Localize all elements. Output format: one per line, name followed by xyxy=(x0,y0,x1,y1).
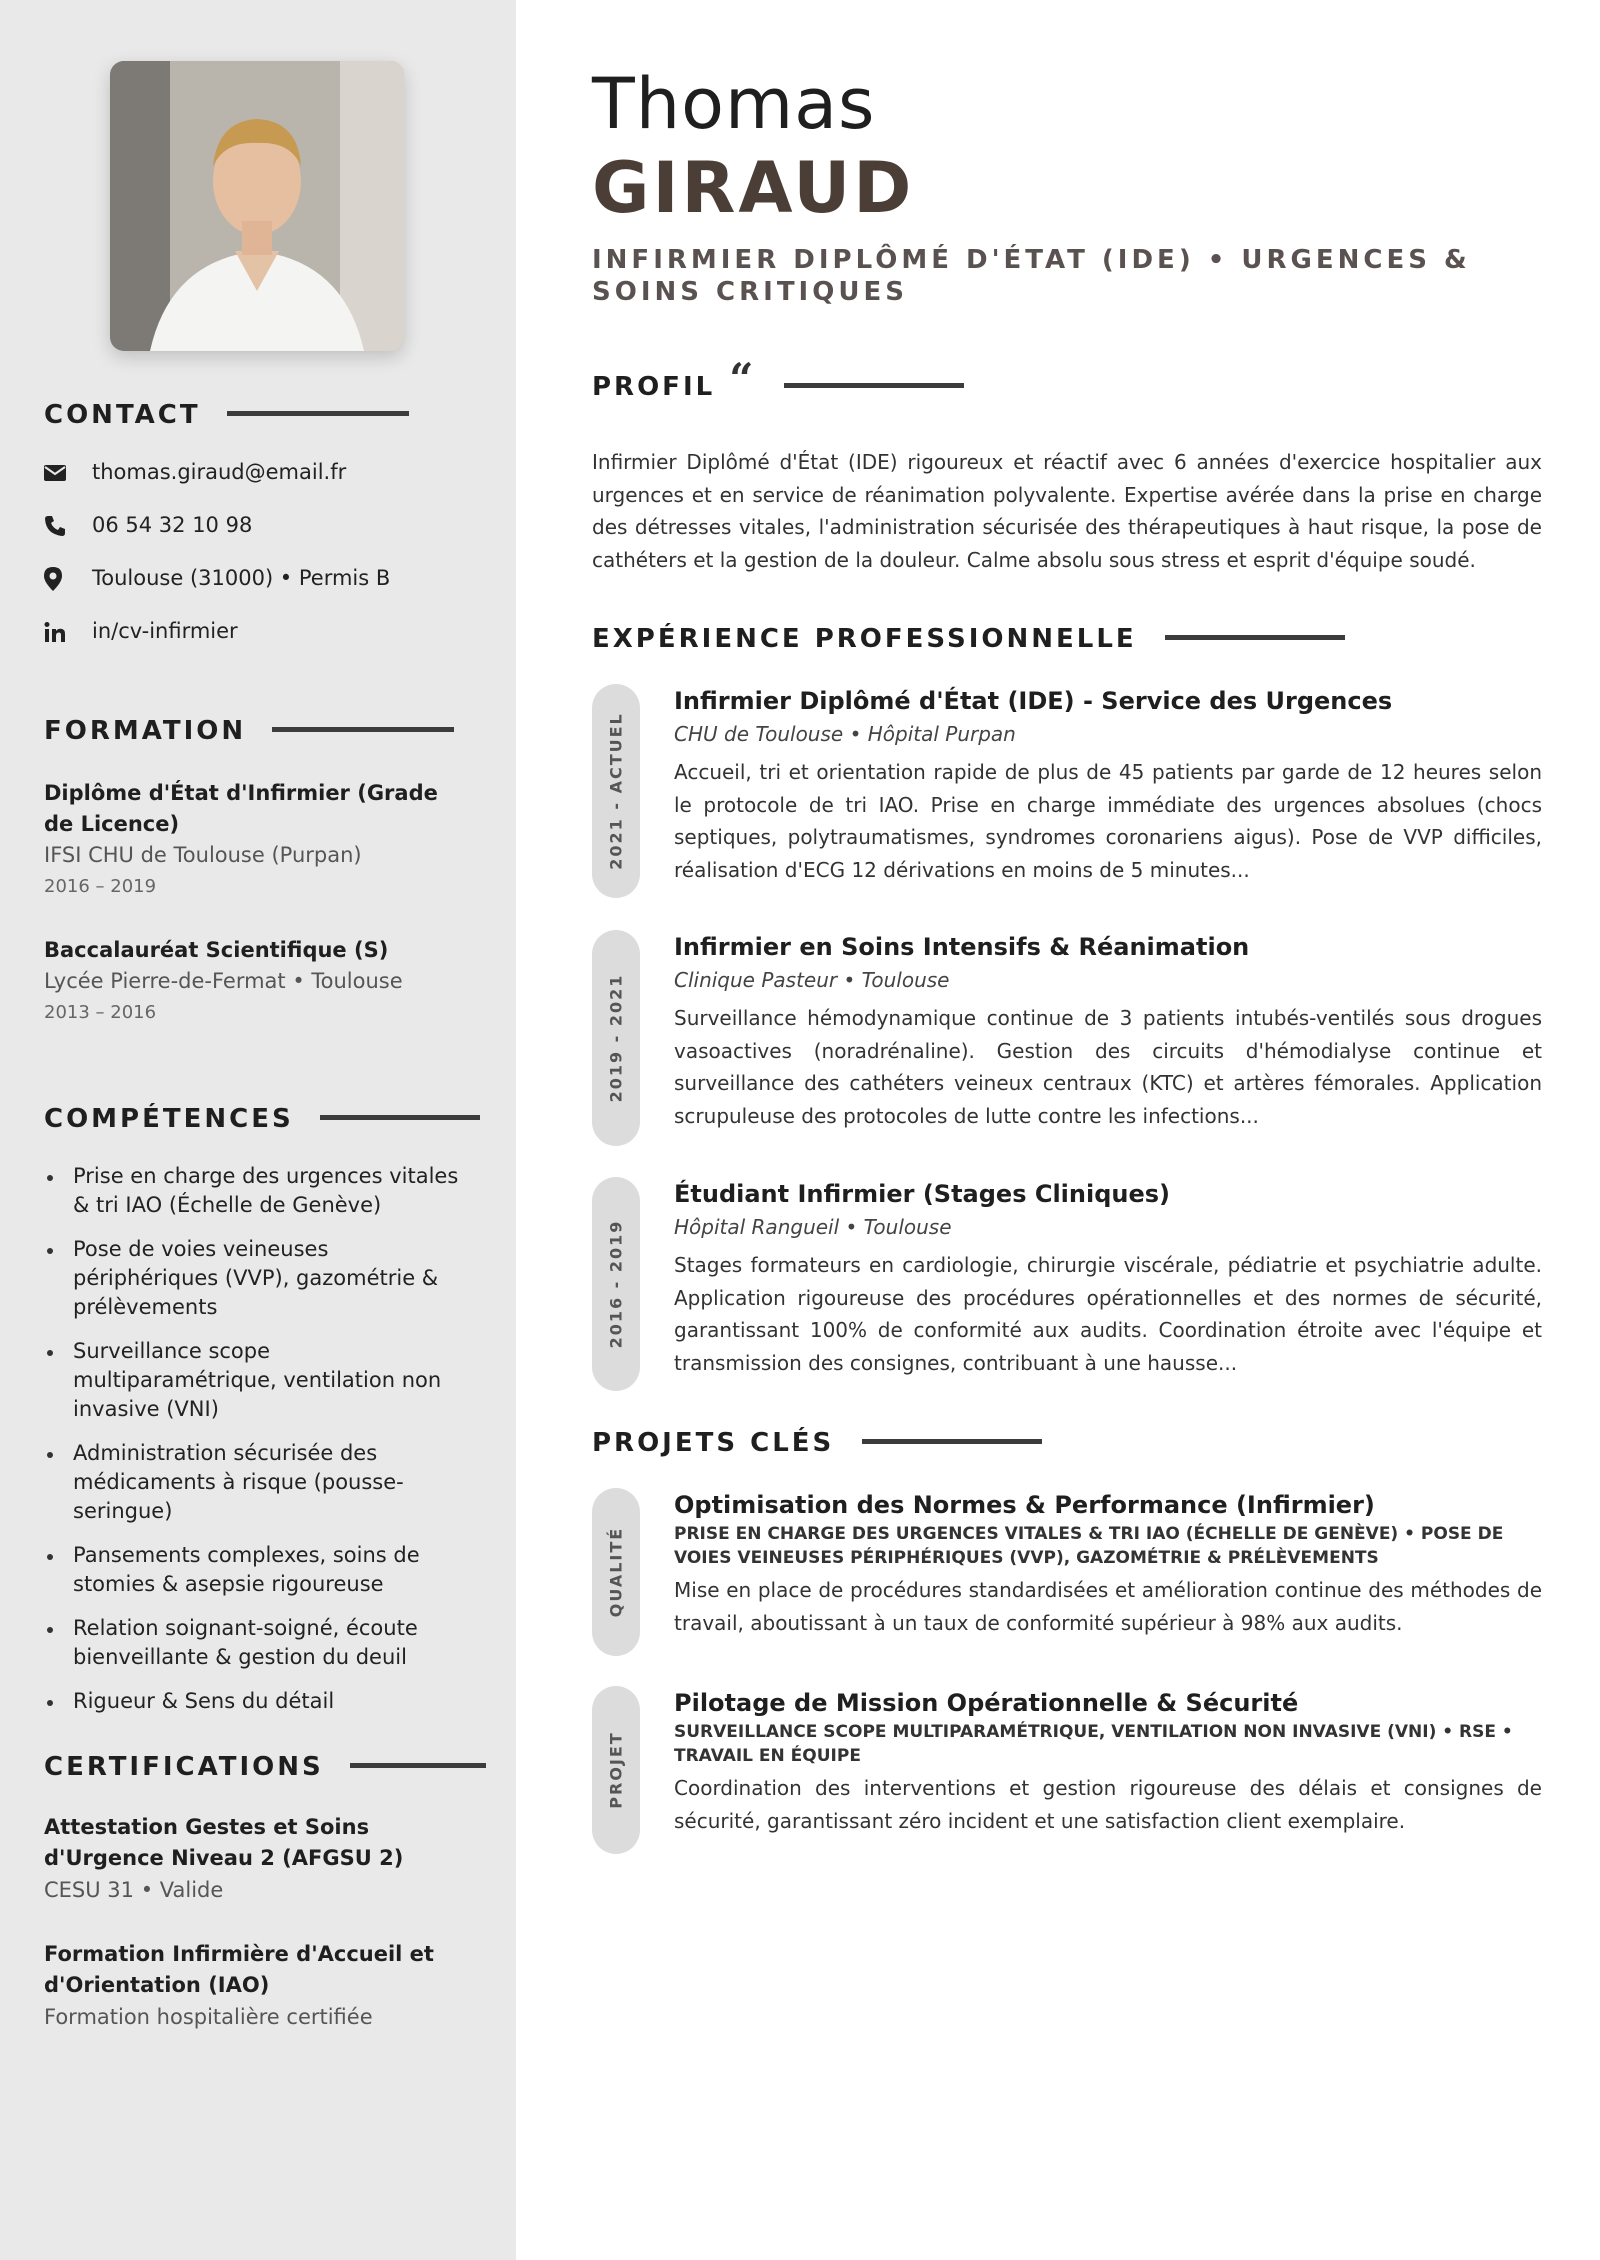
degree-name: Diplôme d'État d'Infirmier (Grade de Licence) xyxy=(44,781,438,836)
skill-item: Administration sécurisée des médicaments à risque (pousse-seringue) xyxy=(44,1439,476,1526)
job-title: INFIRMIER DIPLÔMÉ D'ÉTAT (IDE) • URGENCES & SOINS CRITIQUES xyxy=(592,245,1471,307)
contact-location: Toulouse (31000) • Permis B xyxy=(44,566,474,619)
location-pin-icon xyxy=(44,566,92,592)
project-description: Mise en place de procédures standardisées et amélioration continue des méthodes de travail, aboutissant à un taux de conformité supérieur à 98% aux audits. xyxy=(674,1578,1542,1635)
job-description: Stages formateurs en cardiologie, chirurgie viscérale, pédiatrie et psychiatrie adulte. Application rigoureuse des procédures opérationnelles et des normes de sécurité, garantissant 100% de conformité aux audits. Coordination étroite avec l'équipe et transmission des consignes, contribuant à une hausse... xyxy=(674,1253,1542,1375)
project-title: Optimisation des Normes & Performance (Infirmier) xyxy=(674,1491,1375,1519)
skill-item: Surveillance scope multiparamétrique, ventilation non invasive (VNI) xyxy=(44,1337,476,1424)
certification-name: Formation Infirmière d'Accueil et d'Orientation (IAO) xyxy=(44,1942,434,1997)
employer: Hôpital Rangueil • Toulouse xyxy=(674,1215,952,1239)
certification-info: Formation hospitalière certifiée xyxy=(44,2005,373,2029)
last-name: GIRAUD xyxy=(592,147,915,229)
skill-item: Relation soignant-soigné, écoute bienveillante & gestion du deuil xyxy=(44,1614,476,1672)
employer: Clinique Pasteur • Toulouse xyxy=(674,968,950,992)
skill-item: Rigueur & Sens du détail xyxy=(44,1687,476,1716)
degree-name: Baccalauréat Scientifique (S) xyxy=(44,938,389,962)
formation-item xyxy=(44,778,474,903)
contact-section-title: CONTACT xyxy=(44,400,409,430)
contact-linkedin[interactable]: in/cv-infirmier xyxy=(44,619,474,672)
profile-summary: Infirmier Diplômé d'État (IDE) rigoureux et réactif avec 6 années d'exercice hospitalier aux urgences et en service de réanimation polyvalente. Expertise avérée dans la prise en charge des détresses vitales, l'administration sécurisée des thérapeutiques à haut risque, la pose de cathéters et la gestion de la douleur. Calme absolu sous stress et esprit d'équipe soudé. xyxy=(592,450,1542,572)
job-description: Surveillance hémodynamique continue de 3 patients intubés-ventilés sous drogues vasoactives (noradrénaline). Gestion des circuits d'hémodialyse continue et surveillance des cathéters veineux centraux (KTC) et artères fémorales. Application scrupuleuse des protocoles de lutte contre les infections... xyxy=(674,1006,1542,1128)
project-title: Pilotage de Mission Opérationnelle & Sécurité xyxy=(674,1689,1299,1717)
period-pill: 2021 - ACTUEL xyxy=(592,684,640,898)
employer: CHU de Toulouse • Hôpital Purpan xyxy=(674,722,1016,746)
period-pill: 2019 - 2021 xyxy=(592,930,640,1146)
school-name: IFSI CHU de Toulouse (Purpan) xyxy=(44,843,362,867)
profil-section-title: PROFIL “ xyxy=(592,372,964,402)
project-skills: PRISE EN CHARGE DES URGENCES VITALES & TRI IAO (ÉCHELLE DE GENÈVE) • POSE DE VOIES VEINEUSES PÉRIPHÉRIQUES (VVP), GAZOMÉTRIE & PRÉLÈVEMENTS xyxy=(674,1524,1504,1568)
project-description: Coordination des interventions et gestion rigoureuse des délais et consignes de sécurité, garantissant zéro incident et une satisfaction client exemplaire. xyxy=(674,1776,1542,1833)
skill-item: Prise en charge des urgences vitales & tri IAO (Échelle de Genève) xyxy=(44,1162,476,1220)
project-tag-pill: QUALITÉ xyxy=(592,1488,640,1656)
person-portrait-icon xyxy=(110,61,404,351)
contact-phone[interactable]: 06 54 32 10 98 xyxy=(44,513,474,566)
job-role: Infirmier en Soins Intensifs & Réanimation xyxy=(674,933,1250,961)
certification-item xyxy=(44,1939,484,2033)
main-content xyxy=(516,0,1600,2260)
certifications-section-title: CERTIFICATIONS xyxy=(44,1752,486,1782)
job-role: Étudiant Infirmier (Stages Cliniques) xyxy=(674,1180,1171,1208)
contact-email[interactable]: thomas.giraud@email.fr xyxy=(44,460,474,513)
envelope-icon xyxy=(44,460,92,486)
job-role: Infirmier Diplômé d'État (IDE) - Service des Urgences xyxy=(674,687,1393,715)
formation-dates: 2013 – 2016 xyxy=(44,1002,157,1023)
school-name: Lycée Pierre-de-Fermat • Toulouse xyxy=(44,969,403,993)
phone-icon xyxy=(44,513,92,539)
experience-section-title: EXPÉRIENCE PROFESSIONNELLE xyxy=(592,624,1345,654)
skill-item: Pansements complexes, soins de stomies & asepsie rigoureuse xyxy=(44,1541,476,1599)
certification-info: CESU 31 • Valide xyxy=(44,1878,224,1902)
project-tag-pill: PROJET xyxy=(592,1686,640,1854)
certification-name: Attestation Gestes et Soins d'Urgence Niveau 2 (AFGSU 2) xyxy=(44,1815,404,1870)
contact-list xyxy=(44,460,474,672)
competences-section-title: COMPÉTENCES xyxy=(44,1104,480,1134)
first-name: Thomas xyxy=(592,63,876,145)
formation-dates: 2016 – 2019 xyxy=(44,876,157,897)
skills-list xyxy=(44,1162,476,1731)
formation-item xyxy=(44,935,474,1029)
formation-section-title: FORMATION xyxy=(44,716,454,746)
job-description: Accueil, tri et orientation rapide de plus de 45 patients par garde de 12 heures selon le protocole de tri IAO. Prise en charge immédiate des urgences absolues (chocs septiques, polytraumatismes, syndromes coronariens aigus). Pose de VVP difficiles, réalisation d'ECG 12 dérivations en moins de 5 minutes... xyxy=(674,760,1542,882)
certification-item xyxy=(44,1812,484,1906)
projets-section-title: PROJETS CLÉS xyxy=(592,1428,1042,1458)
linkedin-icon xyxy=(44,619,92,645)
sidebar xyxy=(0,0,516,2260)
profile-photo xyxy=(110,61,404,351)
quote-icon: “ xyxy=(729,354,757,403)
project-skills: SURVEILLANCE SCOPE MULTIPARAMÉTRIQUE, VENTILATION NON INVASIVE (VNI) • RSE • TRAVAIL EN ÉQUIPE xyxy=(674,1722,1513,1766)
period-pill: 2016 - 2019 xyxy=(592,1177,640,1391)
skill-item: Pose de voies veineuses périphériques (VVP), gazométrie & prélèvements xyxy=(44,1235,476,1322)
